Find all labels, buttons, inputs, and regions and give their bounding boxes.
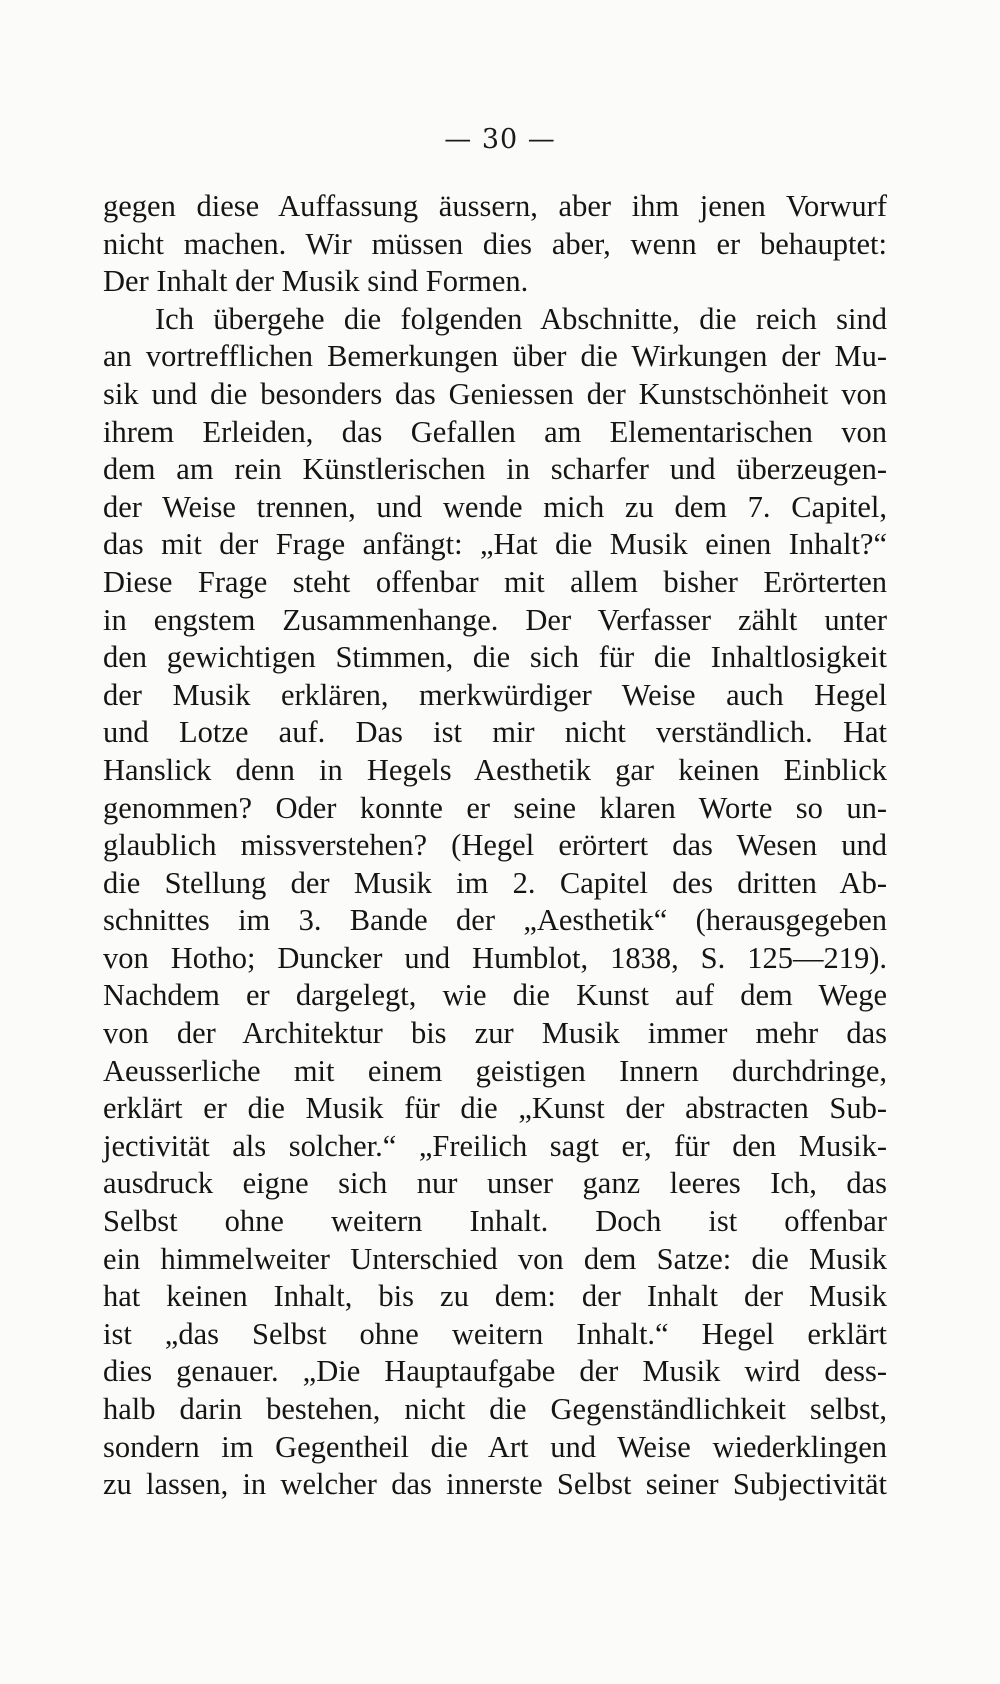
text-line: Selbst ohne weitern Inhalt. Doch ist offenbar	[103, 1204, 887, 1239]
text-line: ist „das Selbst ohne weitern Inhalt.“ Hegel erklärt	[103, 1316, 887, 1351]
text-line: das mit der Frage anfängt: „Hat die Musik einen Inhalt?“	[103, 527, 887, 562]
text-line: sondern im Gegentheil die Art und Weise wiederklingen	[103, 1429, 887, 1464]
text-line: von der Architektur bis zur Musik immer mehr das	[103, 1016, 887, 1051]
text-line: jectivität als solcher.“ „Freilich sagt er, für den Musik-	[103, 1128, 887, 1163]
text-line: ihrem Erleiden, das Gefallen am Elementarischen von	[103, 414, 887, 449]
text-line: von Hotho; Duncker und Humblot, 1838, S. 125—219).	[103, 940, 887, 975]
text-line: in engstem Zusammenhange. Der Verfasser zählt unter	[103, 602, 887, 637]
text-line: die Stellung der Musik im 2. Capitel des dritten Ab-	[103, 865, 887, 900]
text-line: genommen? Oder konnte er seine klaren Worte so un-	[103, 790, 887, 825]
text-line: schnittes im 3. Bande der „Aesthetik“ (herausgegeben	[103, 903, 887, 938]
text-line: erklärt er die Musik für die „Kunst der abstracten Sub-	[103, 1091, 887, 1126]
text-line: dies genauer. „Die Hauptaufgabe der Musik wird dess-	[103, 1354, 887, 1389]
text-line: der Musik erklären, merkwürdiger Weise auch Hegel	[103, 677, 887, 712]
text-line: Ich übergehe die folgenden Abschnitte, die reich sind	[155, 301, 887, 336]
text-line: nicht machen. Wir müssen dies aber, wenn er behauptet:	[103, 226, 887, 261]
text-line: ausdruck eigne sich nur unser ganz leeres Ich, das	[103, 1166, 887, 1201]
text-line: zu lassen, in welcher das innerste Selbst seiner Subjectivität	[103, 1467, 887, 1502]
text-line: hat keinen Inhalt, bis zu dem: der Inhalt der Musik	[103, 1279, 887, 1314]
text-line: an vortrefflichen Bemerkungen über die Wirkungen der Mu-	[103, 339, 887, 374]
text-line: Nachdem er dargelegt, wie die Kunst auf dem Wege	[103, 978, 887, 1013]
text-line: Hanslick denn in Hegels Aesthetik gar keinen Einblick	[103, 752, 887, 787]
text-line: Diese Frage steht offenbar mit allem bisher Erörterten	[103, 564, 887, 599]
page-number: — 30 —	[444, 124, 556, 155]
body-text	[103, 188, 887, 1504]
text-line: der Weise trennen, und wende mich zu dem 7. Capitel,	[103, 489, 887, 524]
text-line: Der Inhalt der Musik sind Formen.	[103, 264, 529, 299]
text-line: dem am rein Künstlerischen in scharfer und überzeugen-	[103, 452, 887, 487]
text-line: halb darin bestehen, nicht die Gegenständlichkeit selbst,	[103, 1392, 887, 1426]
text-line: und Lotze auf. Das ist mir nicht verständlich. Hat	[103, 715, 887, 750]
text-line: glaublich missverstehen? (Hegel erörtert das Wesen und	[103, 828, 887, 863]
text-line: gegen diese Auffassung äussern, aber ihm jenen Vorwurf	[103, 189, 887, 223]
text-line: sik und die besonders das Geniessen der Kunstschönheit von	[103, 376, 887, 411]
text-line: den gewichtigen Stimmen, die sich für die Inhaltlosigkeit	[103, 640, 887, 675]
text-line: ein himmelweiter Unterschied von dem Satze: die Musik	[103, 1241, 887, 1276]
text-line: Aeusserliche mit einem geistigen Innern durchdringe,	[103, 1053, 887, 1088]
